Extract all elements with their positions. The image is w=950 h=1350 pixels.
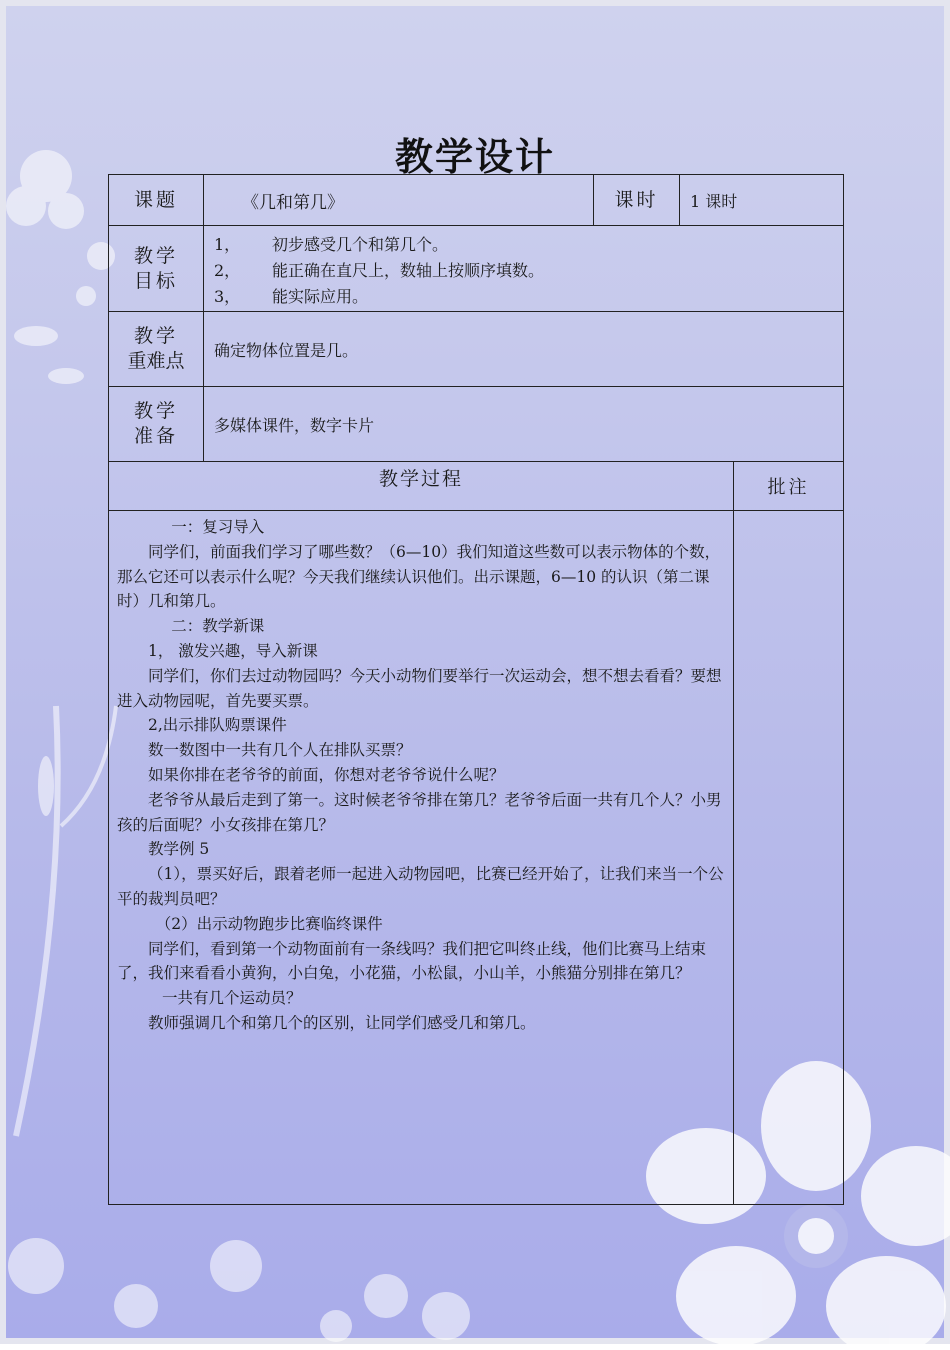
period-label: 课时 — [594, 175, 680, 226]
objectives-label-line1: 教学 — [133, 244, 178, 267]
preparation-text: 多媒体课件，数字卡片 — [204, 387, 844, 462]
objectives-list — [204, 226, 844, 312]
objective-item: 2， 能正确在直尺上，数轴上按顺序填数。 — [214, 261, 545, 280]
objective-item: 3， 能实际应用。 — [214, 287, 369, 306]
topic-label: 课题 — [109, 175, 204, 226]
process-title: 教学过程 — [109, 462, 734, 511]
paragraph: 教学例 5 — [148, 840, 210, 859]
paragraph: 老爷爷从最后走到了第一。这时候老爷爷排在第几？老爷爷后面一共有几个人？小男孩的后面呢？小女孩排在第几？ — [117, 790, 722, 834]
difficulty-row — [109, 312, 844, 387]
preparation-label: 教学 准备 — [109, 387, 204, 462]
paragraph: （1），票买好后，跟着老师一起进入动物园吧，比赛已经开始了，让我们来当一个公平的裁判员吧？ — [117, 865, 724, 908]
topic-value: 《几和第几》 — [204, 175, 594, 226]
paragraph: 二：教学新课 — [171, 617, 265, 636]
paragraph: 同学们，前面我们学习了哪些数？（6—10）我们知道这些数可以表示物体的个数，那么它还可以表示什么呢？今天我们继续认识他们。出示课题，6—10 的认识（第二课时）几和第几。 — [117, 542, 721, 611]
paragraph: 同学们，你们去过动物园吗？今天小动物们要举行一次运动会，想不想去看看？要想进入动物园呢，首先要买票。 — [117, 666, 722, 710]
topic-row — [109, 175, 844, 226]
objectives-label-line2: 目标 — [133, 269, 178, 292]
difficulty-label: 教学 重难点 — [109, 312, 204, 387]
period-value: 1 课时 — [680, 175, 844, 226]
paragraph: 同学们，看到第一个动物面前有一条线吗？我们把它叫终止线，他们比赛马上结束了，我们来看看小黄狗，小白兔，小花猫，小松鼠，小山羊，小熊猫分别排在第几？ — [117, 939, 707, 983]
note-title: 批注 — [734, 462, 844, 511]
objective-item: 1， 初步感受几个和第几个。 — [214, 235, 449, 254]
process-header-row — [109, 462, 844, 511]
note-content — [734, 511, 844, 1205]
paragraph: （2）出示动物跑步比赛临终课件 — [155, 914, 383, 933]
paragraph: 2,出示排队购票课件 — [148, 716, 287, 735]
process-body-row — [109, 511, 844, 1205]
paragraph: 一共有几个运动员？ — [161, 989, 302, 1008]
document-title: 教学设计 — [394, 134, 555, 179]
objectives-label — [109, 226, 204, 312]
paragraph: 1， 激发兴趣，导入新课 — [148, 641, 318, 660]
process-content — [109, 511, 734, 1205]
difficulty-text: 确定物体位置是几。 — [204, 312, 844, 387]
paragraph: 数一数图中一共有几个人在排队买票？ — [148, 741, 412, 760]
paragraph: 如果你排在老爷爷的前面，你想对老爷爷说什么呢？ — [148, 765, 505, 784]
paragraph: 一：复习导入 — [171, 518, 265, 536]
lesson-plan-table — [108, 174, 844, 1205]
paragraph: 教师强调几个和第几个的区别，让同学们感受几和第几。 — [148, 1013, 536, 1032]
preparation-row — [109, 387, 844, 462]
objectives-row — [109, 226, 844, 312]
